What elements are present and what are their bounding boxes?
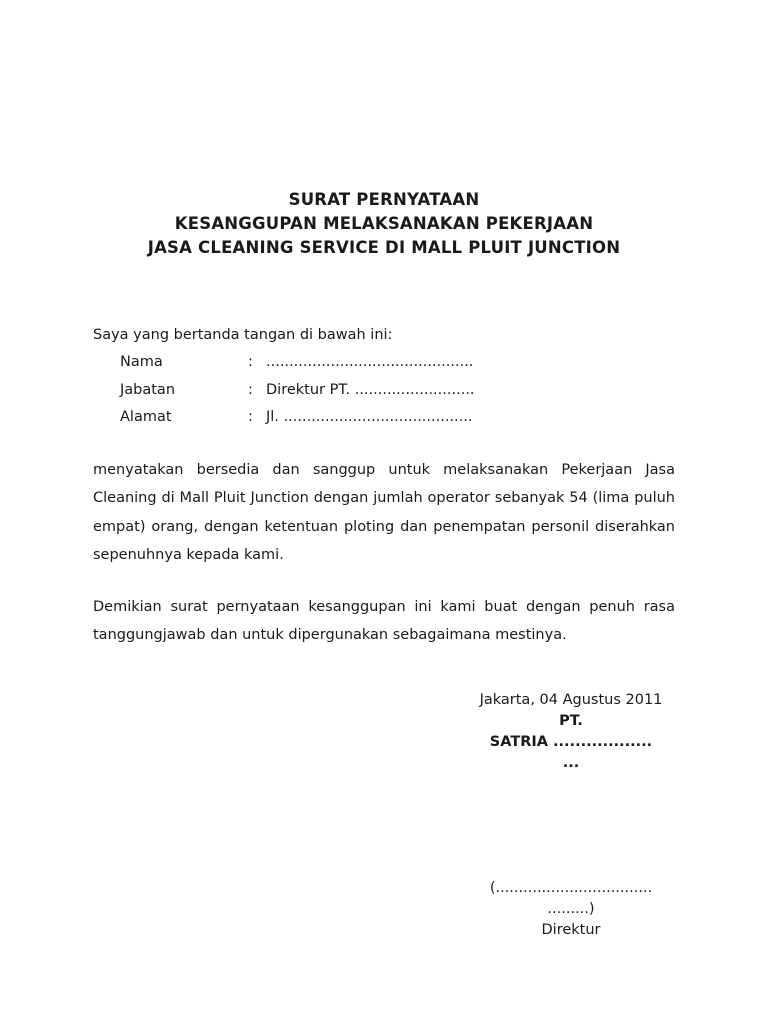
field-colon: :: [248, 409, 253, 425]
company-prefix: PT.: [559, 713, 583, 729]
title-line-2: KESANGGUPAN MELAKSANAKAN PEKERJAAN: [174, 214, 594, 233]
place-date: Jakarta, 04 Agustus 2011: [479, 692, 663, 708]
field-value: Direktur PT. ..........................: [266, 381, 475, 398]
name-placeholder-line-1: (..................................: [489, 880, 653, 896]
director-signature: [460, 878, 682, 941]
field-colon: :: [248, 354, 253, 370]
statement-paragraph: menyatakan bersedia dan sanggup untuk melaksanakan Pekerjaan Jasa Cleaning di Mall Pluit Junction dengan jumlah operator sebanyak 54 (lima puluh empat) orang, dengan ketentuan ploting dan penempatan personil diserahkan sepenuhnya kepada kami.: [93, 462, 675, 563]
company-name-line-2: ...: [562, 755, 580, 771]
signature-block: [460, 690, 682, 774]
name-placeholder-line-2: .........): [547, 901, 595, 917]
closing-paragraph: Demikian surat pernyataan kesanggupan ini kami buat dengan penuh rasa tanggungjawab dan untuk dipergunakan sebagaimana mestinya.: [93, 599, 675, 644]
field-label: Alamat: [120, 409, 172, 425]
title-line-1: SURAT PERNYATAAN: [288, 190, 480, 209]
field-label: Jabatan: [120, 381, 176, 398]
company-name-line-1: SATRIA ..................: [489, 734, 653, 750]
field-value: Jl. .........................................: [266, 409, 473, 425]
signer-position: Direktur: [541, 922, 601, 938]
field-label: Nama: [120, 354, 163, 370]
letter-title: [0, 188, 768, 260]
field-value: .............................................: [266, 354, 474, 370]
field-colon: :: [248, 381, 253, 398]
intro-text: Saya yang bertanda tangan di bawah ini:: [93, 327, 393, 343]
title-line-3: JASA CLEANING SERVICE DI MALL PLUIT JUNCTION: [147, 238, 621, 257]
